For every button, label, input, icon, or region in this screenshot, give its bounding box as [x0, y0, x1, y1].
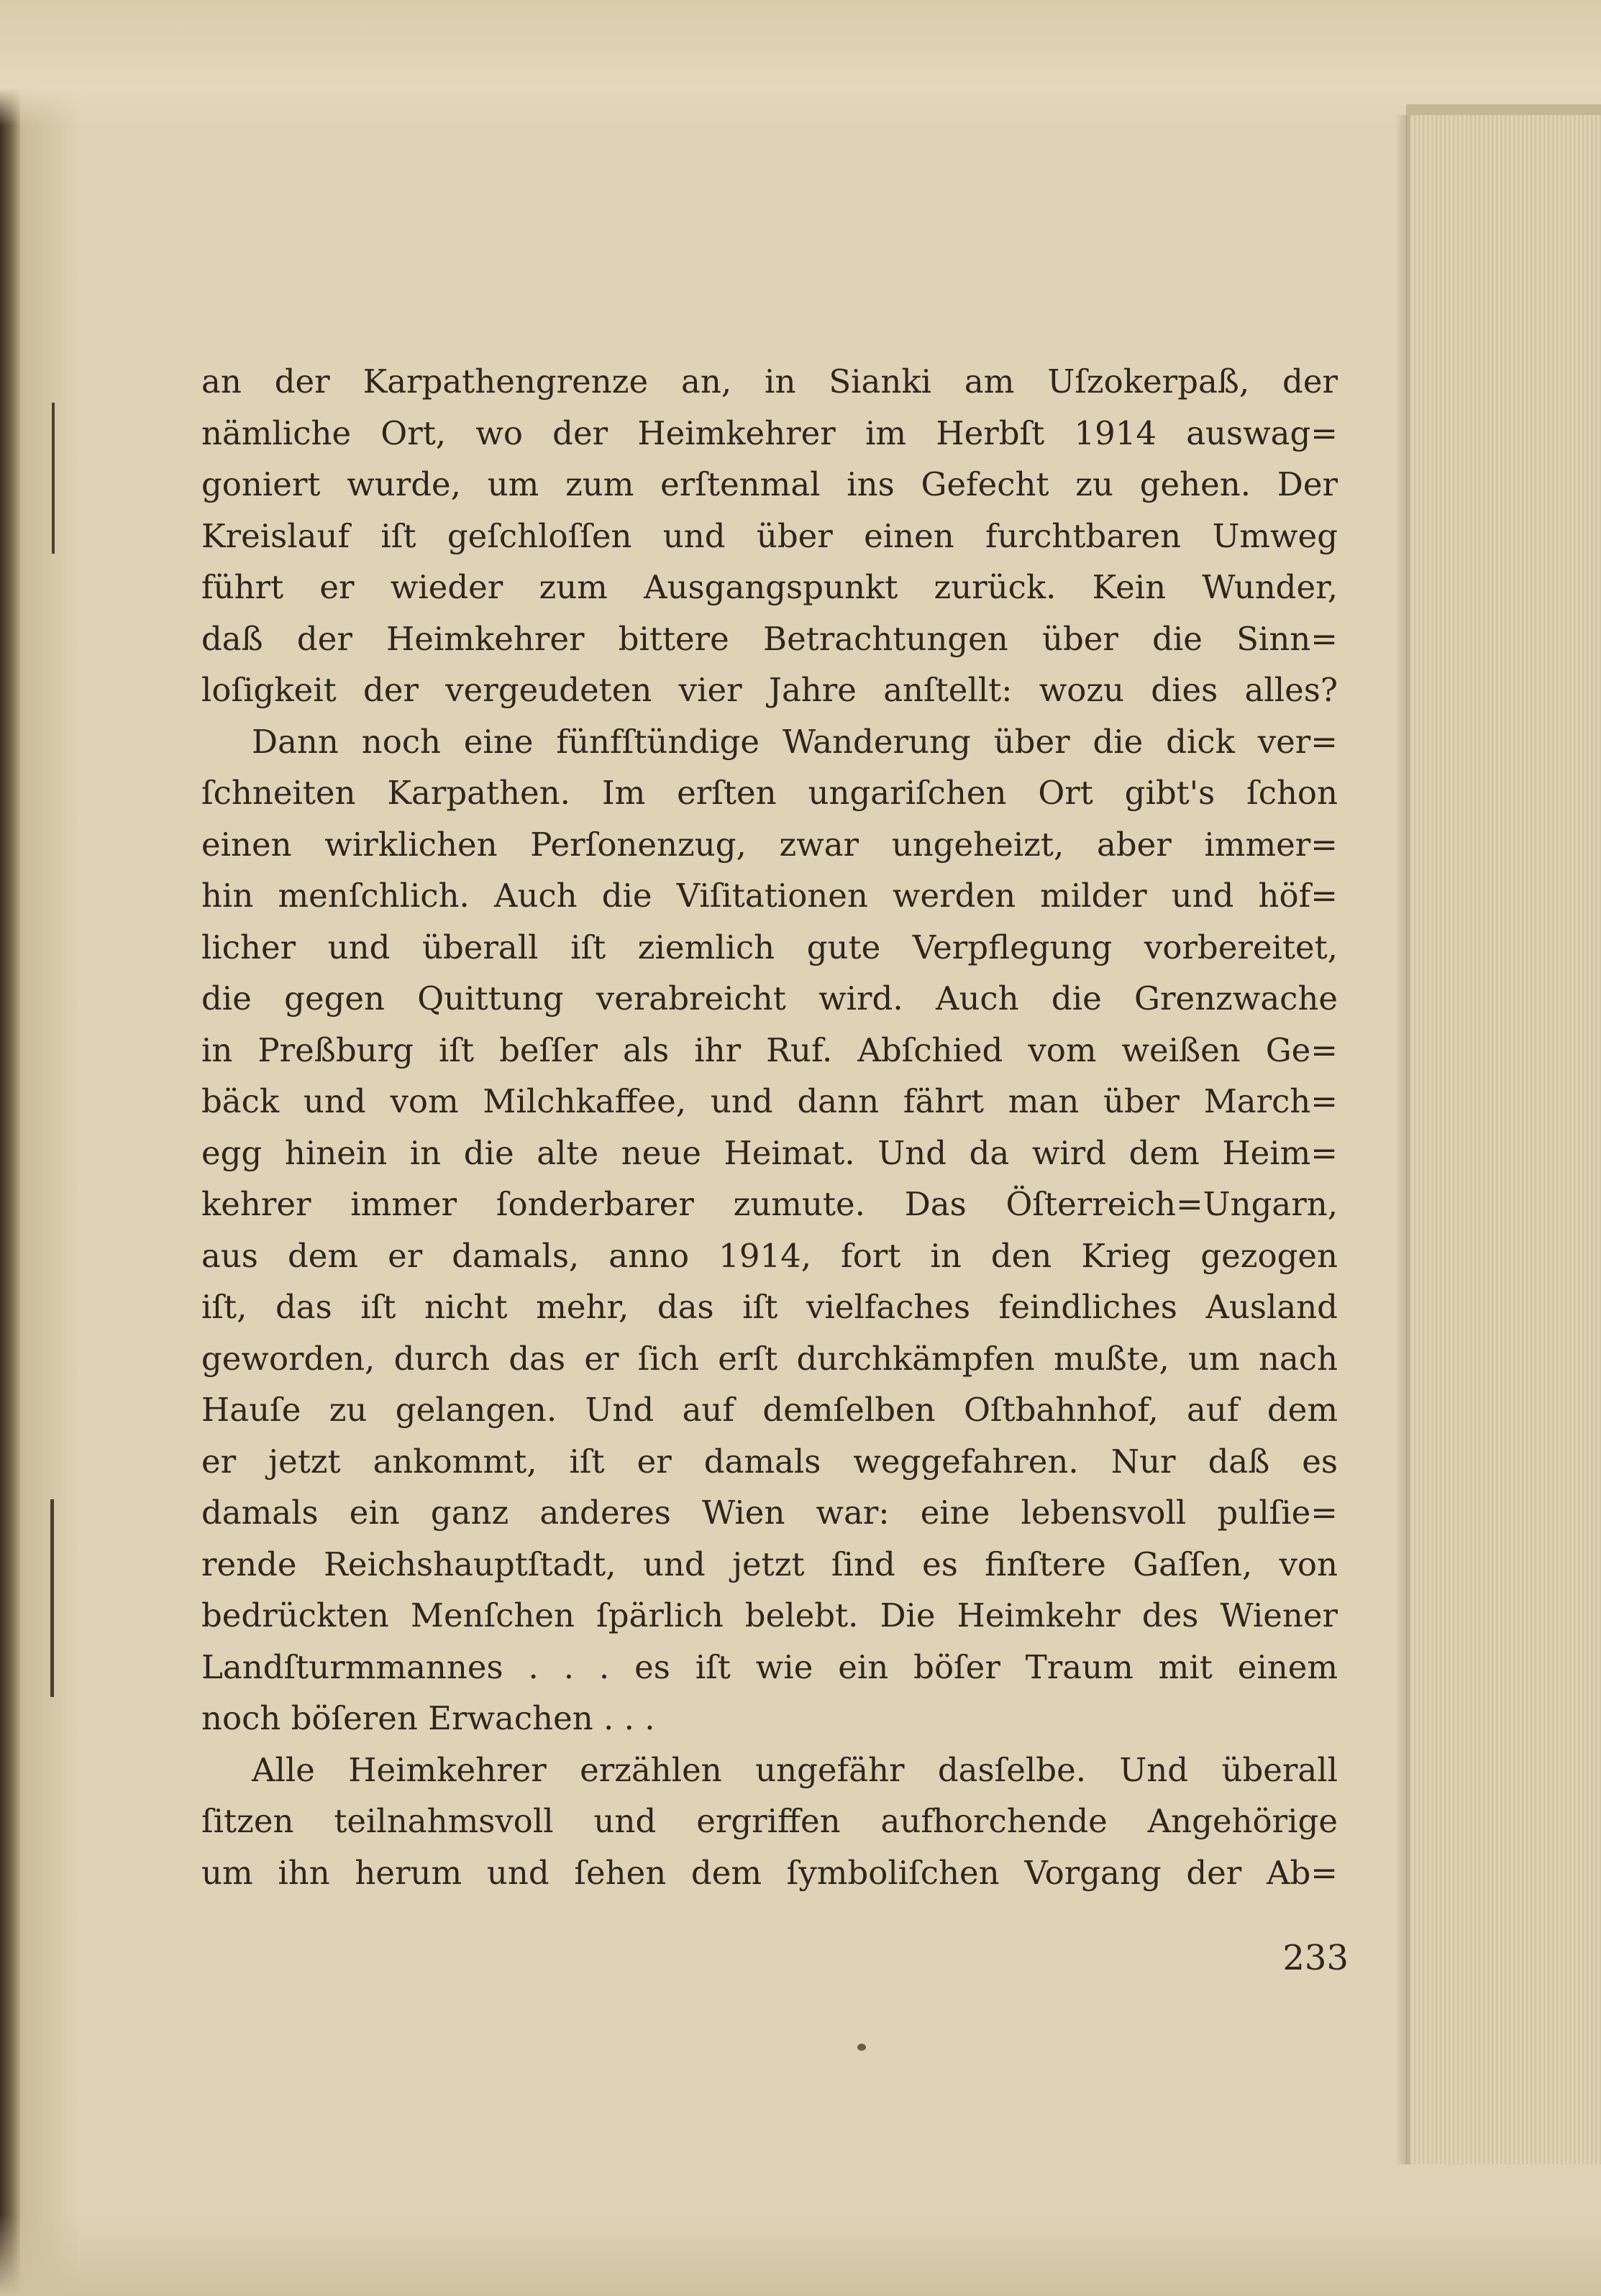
text-line: egg hinein in die alte neue Heimat. Und da wird dem Heim= [201, 1133, 1338, 1172]
text-line: Dann noch eine fünfſtündige Wanderung über die dick ver= [252, 722, 1338, 761]
text-line: noch böſeren Erwachen . . . [201, 1699, 655, 1737]
text-line: hin menſchlich. Auch die Viſitationen werden milder und höf= [201, 877, 1338, 915]
text-line: in Preßburg iſt beſſer als ihr Ruf. Abſchied vom weißen Ge= [201, 1030, 1338, 1069]
page-number: 233 [1282, 1938, 1349, 1978]
text-line: Hauſe zu gelangen. Und auf demſelben Oſtbahnhof, auf dem [201, 1391, 1338, 1429]
text-line: goniert wurde, um zum erſtenmal ins Gefecht zu gehen. Der [201, 465, 1338, 503]
text-line: kehrer immer ſonderbarer zumute. Das Öſterreich=Ungarn, [201, 1185, 1338, 1223]
text-line: nämliche Ort, wo der Heimkehrer im Herbſt 1914 auswag= [201, 413, 1338, 452]
text-line: loſigkeit der vergeudeten vier Jahre anſtellt: wozu dies alles? [201, 671, 1338, 709]
book-binding [0, 0, 20, 2296]
body-text [201, 356, 1338, 1898]
text-line: geworden, durch das er ſich erſt durchkämpfen mußte, um nach [201, 1339, 1338, 1378]
text-line: ſchneiten Karpathen. Im erſten ungariſchen Ort gibt's ſchon [201, 774, 1338, 812]
text-line: bedrückten Menſchen ſpärlich belebt. Die Heimkehr des Wiener [201, 1596, 1338, 1634]
text-line: Kreislauf iſt geſchloſſen und über einen furchtbaren Umweg [201, 516, 1338, 555]
margin-ink-mark [50, 1499, 54, 1697]
text-line: einen wirklichen Perſonenzug, zwar ungeheizt, aber immer= [201, 825, 1338, 864]
text-line: führt er wieder zum Ausgangspunkt zurück. Kein Wunder, [201, 568, 1338, 606]
page-stack-edge [1406, 115, 1601, 2164]
margin-ink-mark [52, 403, 55, 554]
text-line: die gegen Quittung verabreicht wird. Auch die Grenzwache [201, 979, 1338, 1017]
text-line: rende Reichshauptſtadt, und jetzt ſind es finſtere Gaſſen, von [201, 1545, 1338, 1583]
text-line: Landſturmmannes . . . es iſt wie ein böſer Traum mit einem [201, 1647, 1338, 1686]
text-line: an der Karpathengrenze an, in Sianki am Uſzokerpaß, der [201, 362, 1338, 401]
text-line: bäck und vom Milchkaffee, und dann fährt man über March= [201, 1082, 1338, 1120]
text-line: ſitzen teilnahmsvoll und ergriffen aufhorchende Angehörige [201, 1802, 1338, 1840]
text-line: Alle Heimkehrer erzählen ungefähr dasſelbe. Und überall [252, 1750, 1338, 1789]
text-line: damals ein ganz anderes Wien war: eine lebensvoll pulſie= [201, 1494, 1338, 1532]
text-line: aus dem er damals, anno 1914, fort in den Krieg gezogen [201, 1236, 1338, 1275]
text-line: iſt, das iſt nicht mehr, das iſt vielfaches feindliches Ausland [201, 1288, 1338, 1326]
ink-speck [857, 2044, 866, 2051]
text-line: licher und überall iſt ziemlich gute Verpflegung vorbereitet, [201, 928, 1338, 966]
page-stack-shadow [1395, 115, 1410, 2164]
book-page [144, 0, 1395, 2296]
text-line: um ihn herum und ſehen dem ſymboliſchen Vorgang der Ab= [201, 1853, 1338, 1892]
text-line: er jetzt ankommt, iſt er damals weggefahren. Nur daß es [201, 1442, 1338, 1481]
previous-page-edge [20, 0, 78, 2296]
text-line: daß der Heimkehrer bittere Betrachtungen über die Sinn= [201, 619, 1338, 658]
